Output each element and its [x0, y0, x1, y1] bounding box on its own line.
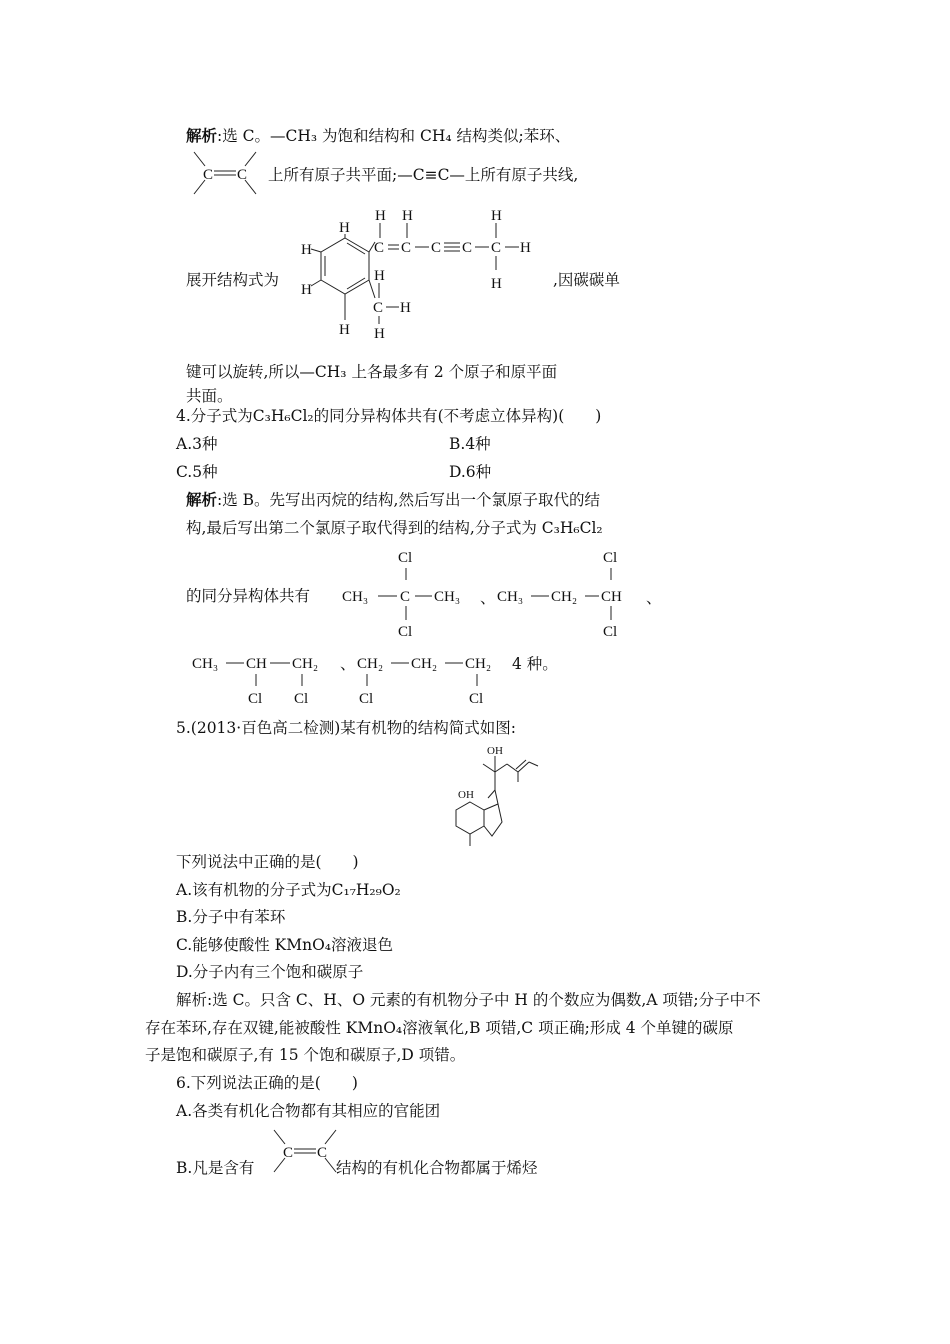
isomer-4-structure: [355, 648, 515, 710]
svg-text:CH₂: CH₂: [551, 589, 578, 605]
q6-option-a: A.各类有机化合物都有其相应的官能团: [176, 1102, 441, 1120]
alkene-structure-icon: [190, 150, 260, 198]
svg-text:CH₂: CH₂: [465, 656, 492, 672]
svg-text:H: H: [375, 208, 386, 224]
q4-sep-3: 、: [340, 655, 356, 673]
q6-alkene-structure-icon: [270, 1128, 340, 1176]
svg-text:CH: CH: [246, 656, 267, 672]
svg-text:OH: OH: [458, 789, 474, 801]
svg-text:C: C: [373, 300, 384, 316]
svg-text:CH₂: CH₂: [357, 656, 384, 672]
svg-text:H: H: [520, 240, 531, 256]
svg-text:CH₂: CH₂: [411, 656, 438, 672]
q6-option-b-prefix: B.凡是含有: [176, 1159, 255, 1177]
svg-text:H: H: [339, 220, 350, 236]
analysis-1-line1: 解析:选 C。—CH₃ 为饱和结构和 CH₄ 结构类似;苯环、: [186, 126, 571, 145]
svg-text:CH₂: CH₂: [292, 656, 319, 672]
q4-stem: 4.分子式为C₃H₆Cl₂的同分异构体共有(不考虑立体异构)( ): [176, 407, 602, 425]
q4-ending: 4 种。: [512, 655, 558, 673]
svg-text:Cl: Cl: [603, 624, 618, 640]
analysis-1-line3-prefix: 展开结构式为: [186, 271, 280, 289]
q4-sep-1: 、: [480, 589, 496, 607]
isomer-3-structure: [190, 648, 340, 710]
q4-option-d: D.6种: [449, 463, 492, 481]
svg-text:CH₃: CH₃: [434, 589, 461, 605]
analysis-1-line5: 共面。: [186, 387, 233, 405]
q5-option-b: B.分子中有苯环: [176, 908, 286, 926]
analysis-1-line2: 上所有原子共平面;—C≡C—上所有原子共线,: [268, 166, 579, 184]
svg-text:Cl: Cl: [294, 691, 309, 707]
q5-option-d: D.分子内有三个饱和碳原子: [176, 963, 364, 981]
q4-sep-2: 、: [646, 589, 662, 607]
svg-text:H: H: [491, 276, 502, 292]
q5-option-a: A.该有机物的分子式为C₁₇H₂₉O₂: [176, 881, 401, 899]
q5-stem: 5.(2013·百色高二检测)某有机物的结构简式如图:: [176, 719, 516, 737]
q4-analysis-line2: 构,最后写出第二个氯原子取代得到的结构,分子式为 C₃H₆Cl₂: [186, 519, 603, 537]
svg-text:Cl: Cl: [398, 550, 413, 566]
svg-text:H: H: [402, 208, 413, 224]
q6-option-b-suffix: 结构的有机化合物都属于烯烃: [336, 1159, 538, 1177]
q5-analysis-line2: 存在苯环,存在双键,能被酸性 KMnO₄溶液氧化,B 项错,C 项正确;形成 4 个单键的碳原: [145, 1019, 734, 1037]
svg-text:H: H: [301, 242, 312, 258]
svg-text:C: C: [462, 240, 473, 256]
svg-text:H: H: [491, 208, 502, 224]
q4-analysis-line3: 的同分异构体共有: [186, 587, 311, 605]
svg-text:H: H: [400, 300, 411, 316]
q5-question: 下列说法中正确的是( ): [176, 853, 359, 871]
svg-text:H: H: [374, 326, 385, 342]
svg-text:C: C: [317, 1145, 328, 1161]
analysis-1-line3-suffix: ,因碳碳单: [553, 271, 620, 289]
svg-text:Cl: Cl: [469, 691, 484, 707]
q6-stem: 6.下列说法正确的是( ): [176, 1074, 358, 1092]
expanded-structure-diagram: [295, 202, 550, 342]
q5-analysis-line1: 解析:选 C。只含 C、H、O 元素的有机物分子中 H 的个数应为偶数,A 项错;分子中不: [176, 991, 761, 1009]
q5-molecule-diagram: [450, 742, 540, 850]
svg-text:Cl: Cl: [248, 691, 263, 707]
svg-text:C: C: [401, 240, 412, 256]
svg-text:Cl: Cl: [603, 550, 618, 566]
svg-text:CH₃: CH₃: [342, 589, 369, 605]
svg-text:H: H: [301, 282, 312, 298]
q4-option-b: B.4种: [449, 435, 491, 453]
q4-option-c: C.5种: [176, 463, 218, 481]
svg-text:CH₃: CH₃: [497, 589, 524, 605]
isomer-2-structure: [495, 548, 645, 640]
svg-text:C: C: [374, 240, 385, 256]
svg-text:C: C: [400, 589, 411, 605]
svg-text:C: C: [491, 240, 502, 256]
isomer-1-structure: [340, 548, 490, 640]
svg-text:Cl: Cl: [359, 691, 374, 707]
svg-text:C: C: [283, 1145, 294, 1161]
q5-option-c: C.能够使酸性 KMnO₄溶液退色: [176, 936, 394, 954]
svg-text:H: H: [339, 322, 350, 338]
svg-text:OH: OH: [487, 745, 503, 757]
svg-text:CH₃: CH₃: [192, 656, 219, 672]
q4-analysis-line1: 解析:选 B。先写出丙烷的结构,然后写出一个氯原子取代的结: [186, 490, 600, 509]
analysis-label: 解析: [186, 126, 218, 145]
svg-text:H: H: [374, 268, 385, 284]
svg-text:C: C: [431, 240, 442, 256]
svg-text:Cl: Cl: [398, 624, 413, 640]
q5-analysis-line3: 子是饱和碳原子,有 15 个饱和碳原子,D 项错。: [145, 1046, 466, 1064]
q4-option-a: A.3种: [176, 435, 218, 453]
analysis-1-line4: 键可以旋转,所以—CH₃ 上各最多有 2 个原子和原平面: [186, 363, 558, 381]
svg-text:CH: CH: [601, 589, 622, 605]
svg-text:C: C: [237, 167, 248, 183]
svg-text:C: C: [203, 167, 214, 183]
q4-analysis-label: 解析: [186, 490, 218, 509]
